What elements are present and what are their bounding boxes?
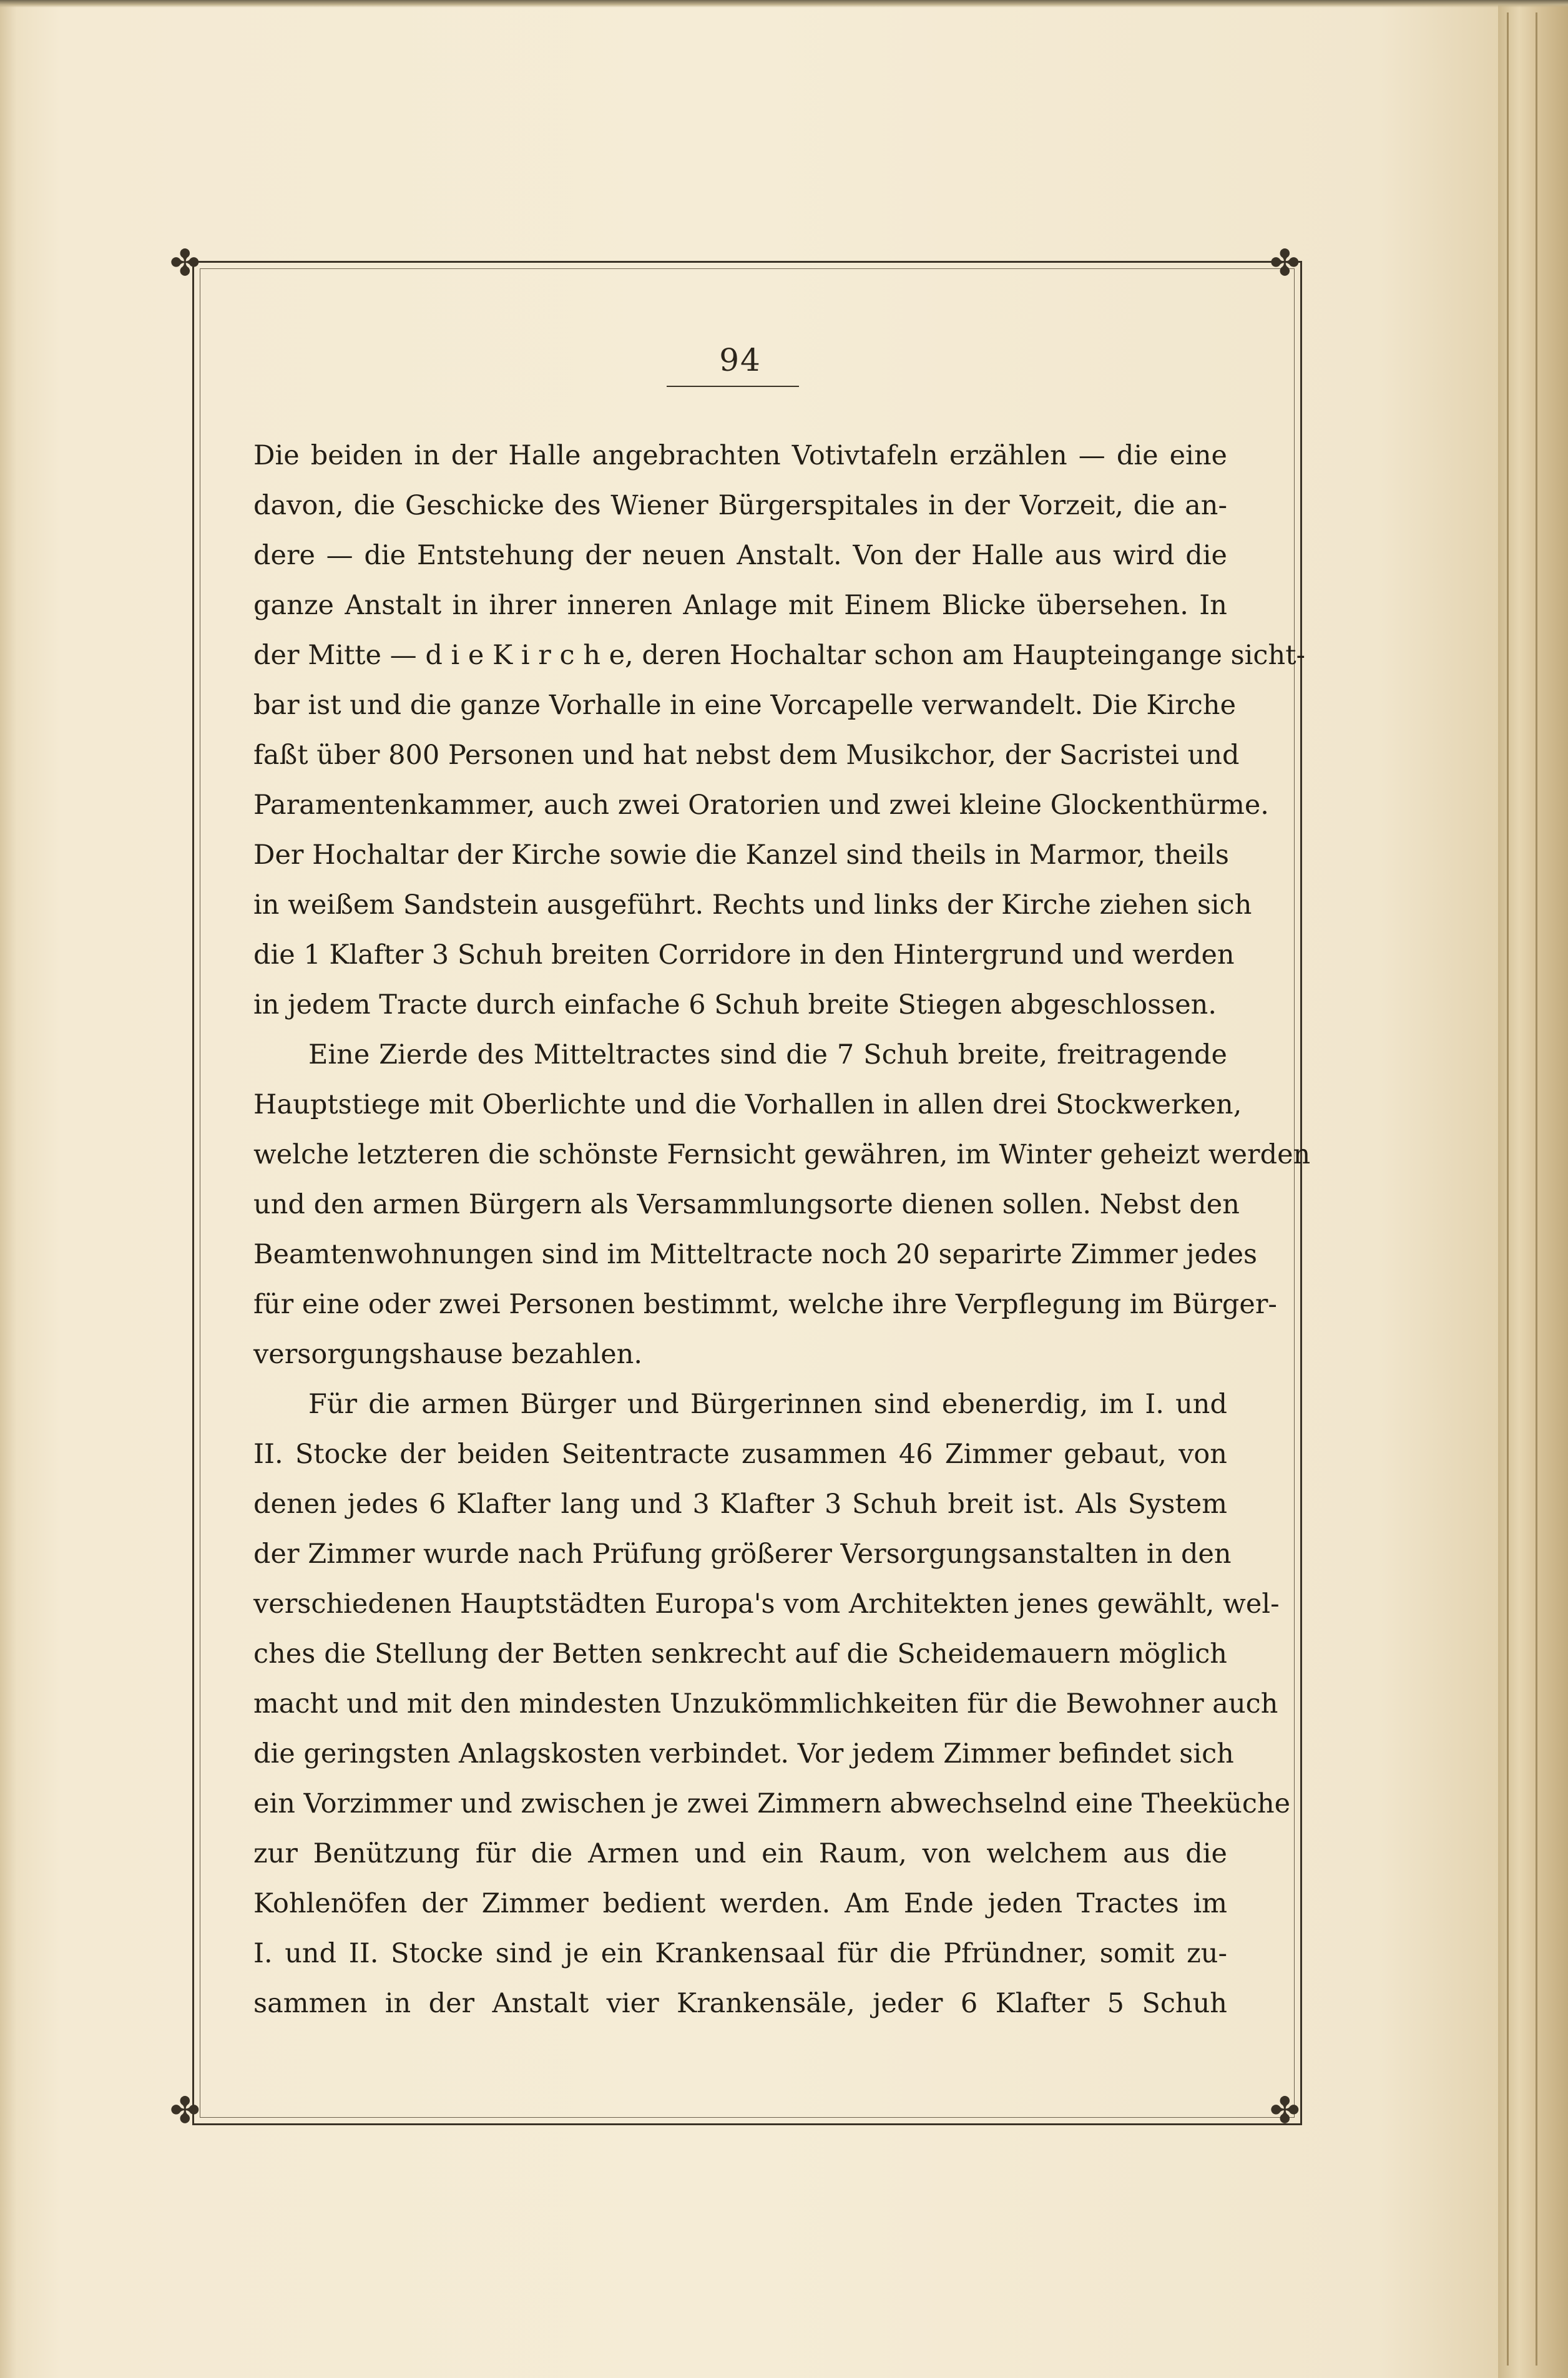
text-line: bar ist und die ganze Vorhalle in eine Vorcapelle verwandelt. Die Kirche — [253, 690, 1237, 721]
page-number-rule — [667, 386, 799, 387]
text-line: verschiedenen Hauptstädten Europa's vom Architekten jenes gewählt, wel- — [253, 1588, 1280, 1620]
text-line: faßt über 800 Personen und hat nebst dem Musikchor, der Sacristei und — [253, 740, 1240, 771]
text-line: II. Stocke der beiden Seitentracte zusammen 46 Zimmer gebaut, von — [253, 1439, 1227, 1470]
text-line: Beamtenwohnungen sind im Mitteltracte noch 20 separirte Zimmer jedes — [253, 1239, 1258, 1270]
text-line: in jedem Tracte durch einfache 6 Schuh breite Stiegen abgeschlossen. — [253, 989, 1217, 1020]
text-line: Die beiden in der Halle angebrachten Votivtafeln erzählen — die eine — [253, 440, 1227, 471]
text-line: denen jedes 6 Klafter lang und 3 Klafter 3 Schuh breit ist. Als System — [253, 1489, 1227, 1520]
text-line: der Zimmer wurde nach Prüfung größerer Versorgungsanstalten in den — [253, 1539, 1232, 1570]
edge-line — [1536, 12, 1537, 2366]
text-line: die geringsten Anlagskosten verbindet. Vor jedem Zimmer befindet sich — [253, 1738, 1234, 1769]
text-line: ches die Stellung der Betten senkrecht auf die Scheidemauern möglich — [253, 1638, 1227, 1670]
text-line: zur Benützung für die Armen und ein Raum, von welchem aus die — [253, 1838, 1227, 1869]
text-line: I. und II. Stocke sind je ein Krankensaal für die Pfründner, somit zu- — [253, 1938, 1227, 1969]
corner-ornament-top-right: ✤ — [1270, 242, 1300, 284]
text-line: davon, die Geschicke des Wiener Bürgerspitales in der Vorzeit, die an- — [253, 490, 1227, 521]
text-line: und den armen Bürgern als Versammlungsorte dienen sollen. Nebst den — [253, 1189, 1240, 1220]
text-line: Eine Zierde des Mitteltractes sind die 7 Schuh breite, freitragende — [308, 1039, 1227, 1070]
book-edge — [1498, 0, 1568, 2378]
corner-ornament-top-left: ✤ — [170, 242, 200, 284]
text-line: macht und mit den mindesten Unzukömmlichkeiten für die Bewohner auch — [253, 1688, 1278, 1720]
text-line: Für die armen Bürger und Bürgerinnen sind ebenerdig, im I. und — [308, 1389, 1227, 1420]
text-line: Hauptstiege mit Oberlichte und die Vorhallen in allen drei Stockwerken, — [253, 1089, 1242, 1120]
corner-ornament-bottom-left: ✤ — [170, 2089, 200, 2131]
text-line: ganze Anstalt in ihrer inneren Anlage mit Einem Blicke übersehen. In — [253, 590, 1227, 621]
text-line: der Mitte — d i e K i r c h e, deren Hochaltar schon am Haupteingange sicht- — [253, 640, 1306, 671]
text-line: Paramentenkammer, auch zwei Oratorien und zwei kleine Glockenthürme. — [253, 790, 1269, 821]
text-line: welche letzteren die schönste Fernsicht gewähren, im Winter geheizt werden — [253, 1139, 1311, 1170]
text-line: die 1 Klafter 3 Schuh breiten Corridore in den Hintergrund und werden — [253, 939, 1235, 971]
edge-line — [1507, 12, 1509, 2366]
top-shadow — [0, 0, 1568, 7]
text-line: sammen in der Anstalt vier Krankensäle, jeder 6 Klafter 5 Schuh — [253, 1988, 1227, 2019]
body-text — [253, 431, 1311, 2019]
text-line: für eine oder zwei Personen bestimmt, welche ihre Verpflegung im Bürger- — [253, 1289, 1277, 1320]
text-line: Der Hochaltar der Kirche sowie die Kanzel sind theils in Marmor, theils — [253, 839, 1229, 871]
text-line: in weißem Sandstein ausgeführt. Rechts und links der Kirche ziehen sich — [253, 889, 1252, 921]
text-line: ein Vorzimmer und zwischen je zwei Zimmern abwechselnd eine Theeküche — [253, 1788, 1291, 1819]
page-number: 94 — [719, 342, 762, 378]
text-line: dere — die Entstehung der neuen Anstalt. Von der Halle aus wird die — [253, 540, 1227, 571]
text-line: versorgungshause bezahlen. — [253, 1339, 643, 1370]
text-line: Kohlenöfen der Zimmer bedient werden. Am Ende jeden Tractes im — [253, 1888, 1227, 1919]
corner-ornament-bottom-right: ✤ — [1270, 2089, 1300, 2131]
page-left-edge — [0, 0, 16, 2378]
